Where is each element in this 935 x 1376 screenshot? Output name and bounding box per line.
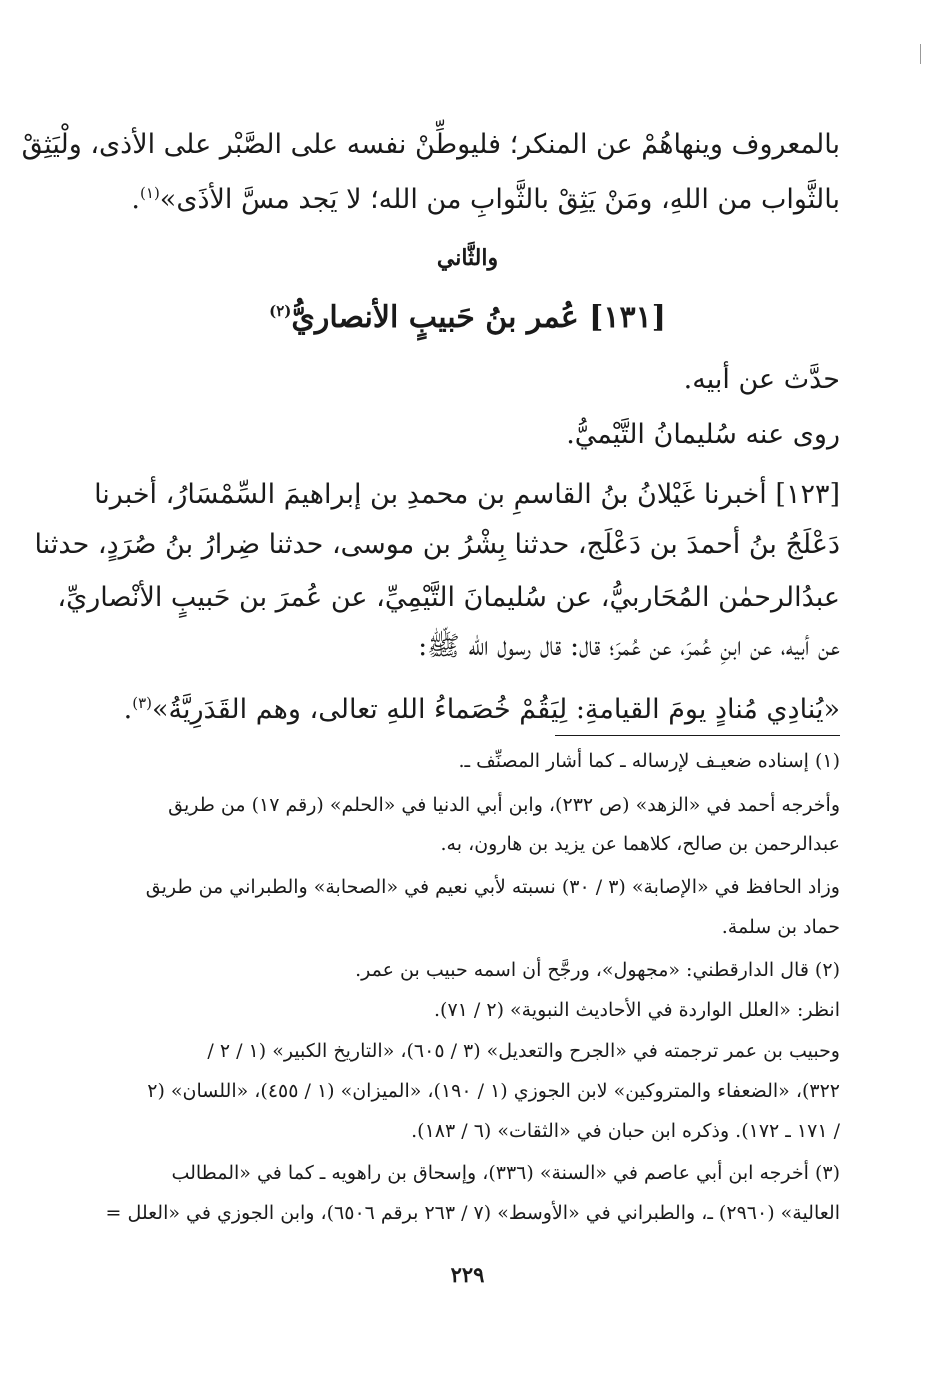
hadith-text-line: عبدُالرحمٰن المُحَاربيُّ، عن سُليمانَ التَّيْمِيِّ، عن عُمرَ بن حَبيبٍ الأنْصاريِّ، <box>57 582 840 613</box>
main-text-line <box>125 173 840 220</box>
page-number: ٢٢٩ <box>450 1262 485 1287</box>
main-text-end: . <box>131 184 141 215</box>
hadith-quote-end: . <box>123 694 133 725</box>
footnote-line: ٣٢٢)، «الضعفاء والمتروكين» لابن الجوزي (١ / ١٩٠)، «الميزان» (١ / ٤٥٥)، «اللسان» (٢ <box>147 1080 840 1102</box>
footnote-marker: (١) <box>140 184 160 202</box>
hadith-text-line: دَعْلَجُ بنُ أحمدَ بن دَعْلَج، حدثنا بِشْرُ بن موسى، حدثنا ضِرارُ بنُ صُرَدٍ، حدثنا <box>34 529 840 560</box>
footnote-line: انظر: «العلل الواردة في الأحاديث النبوية» (٢ / ٧١). <box>434 999 840 1021</box>
section-label: والثَّاني <box>436 245 499 271</box>
hadith-text-line: عن أبيه، عن ابنِ عُمرَ، عن عُمرَ؛ قال: قال رسول الله ﷺ: <box>418 631 840 662</box>
hadith-quote: «يُنادِي مُنادٍ يومَ القيامةِ: لِيَقُمْ خُصَماءُ اللهِ تعالى، وهم القَدَرِيَّةُ» <box>152 694 840 725</box>
hadith-text-line: [١٢٣] أخبرنا غَيْلانُ بنُ القاسمِ بن محمدِ بن إبراهيمَ السِّمْسَارُ، أخبرنا <box>94 479 840 510</box>
footnote-line: وأخرجه أحمد في «الزهد» (ص ٢٣٢)، وابن أبي الدنيا في «الحلم» (رقم ١٧) من طريق <box>168 794 840 816</box>
footnote-line: (٣) أخرجه ابن أبي عاصم في «السنة» (٣٣٦)، وإسحاق بن راهويه ـ كما في «المطالب <box>171 1162 840 1184</box>
entry-text-line: حدَّث عن أبيه. <box>683 364 840 395</box>
footnote-line: حماد بن سلمة. <box>721 916 840 938</box>
page-edge-mark <box>920 44 924 64</box>
hadith-quote-line <box>125 683 840 730</box>
entry-text-line: روى عنه سُليمانُ التَّيْميُّ. <box>566 419 840 450</box>
footnote-line: العالية» (٢٩٦٠) ـ، والطبراني في «الأوسط» (٧ / ٢٦٣ برقم ٦٥٠٦)، وابن الجوزي في «العلل = <box>105 1202 840 1224</box>
main-text-line: بالمعروف وينهاهُمْ عن المنكر؛ فليوطِّنْ نفسه على الصَّبْر على الأذى، ولْيَثِقْ <box>21 129 840 160</box>
footnote-marker: (٢) <box>269 302 292 320</box>
footnote-line: وحبيب بن عمر ترجمته في «الجرح والتعديل» (٣ / ٦٠٥)، «التاريخ الكبير» (١ / ٢ / <box>207 1040 840 1062</box>
footnote-line: عبدالرحمن بن صالح، كلاهما عن يزيد بن هارون، به. <box>440 833 840 855</box>
main-text-span: بالثَّواب من اللهِ، ومَنْ يَثِقْ بالثَّوابِ من الله؛ لا يَجد مسَّ الأذَى» <box>159 184 840 215</box>
footnote-line: (١) إسناده ضعيـف لإرساله ـ كما أشار المصنِّف ـ. <box>458 750 840 772</box>
footnote-separator <box>555 735 840 736</box>
footnote-marker: (٣) <box>132 694 152 712</box>
footnote-line: (٢) قال الدارقطني: «مجهول»، ورجَّح أن اسمه حبيب بن عمر. <box>355 959 840 981</box>
entry-heading-text: [١٣١] عُمر بنُ حَبيبٍ الأنصاريُّ <box>291 300 666 335</box>
footnote-line: وزاد الحافظ في «الإصابة» (٣ / ٣٠) نسبته لأبي نعيم في «الصحابة» والطبراني من طريق <box>145 876 840 898</box>
footnote-line: / ١٧١ ـ ١٧٢). وذكره ابن حبان في «الثقات» (٦ / ١٨٣). <box>411 1120 840 1142</box>
entry-heading <box>0 300 935 335</box>
